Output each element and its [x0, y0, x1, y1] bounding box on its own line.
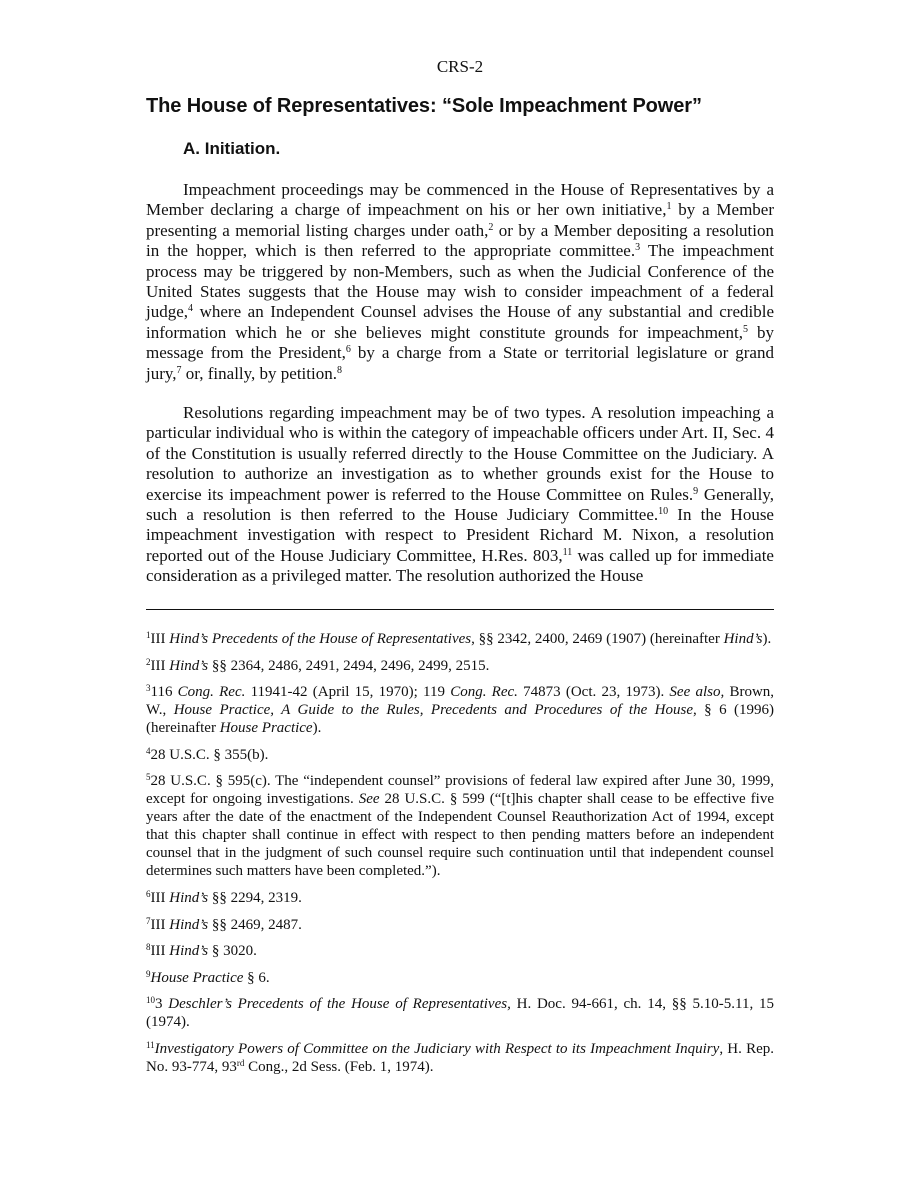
footnote-ref: 8	[336, 364, 342, 376]
footnote-8: $^8$III Hind’s § 3020.	[146, 942, 257, 960]
footnote-9: $^9$House Practice § 6.	[146, 968, 270, 986]
footnote-ref: 11	[562, 546, 573, 558]
footnote-ref: 5	[742, 323, 748, 335]
footnote-6: $^6$III Hind’s §§ 2294, 2319.	[146, 888, 302, 906]
footnotes	[146, 630, 774, 1085]
footnote-ref: 1	[666, 201, 672, 213]
footnote-ref: 6	[345, 344, 351, 356]
footnote-7: $^7$III Hind’s §§ 2469, 2487.	[146, 915, 302, 933]
footnote-ref: 7	[176, 364, 182, 376]
footnote-10: $^{10}$3 Deschler’s Precedents of the House of Representatives, H. Doc. 94-661, ch. 14, §§ 5.10-5.11, 15 (1974).	[146, 995, 775, 1031]
subsection-heading: A. Initiation.	[183, 139, 281, 158]
footnote-divider	[146, 609, 774, 610]
footnote-ref: 4	[188, 303, 194, 315]
footnote-ref: 2	[488, 221, 494, 233]
footnote-2: $^2$III Hind’s §§ 2364, 2486, 2491, 2494, 2496, 2499, 2515.	[146, 656, 490, 674]
footnote-1: $^1$III Hind’s Precedents of the House of Representatives, §§ 2342, 2400, 2469 (1907) (hereinafter Hind’s).	[146, 630, 772, 647]
footnote-5: $^5$28 U.S.C. § 595(c). The “independent counsel” provisions of federal law expired after June 30, 1999, except for ongoing investigations. See 28 U.S.C. § 599 (“[t]his chapter shall cease to be effective five years after the date of the enactment of the Independent Counsel Reauthorization Act of 1994, except that this chapter shall continue in effect with respect to then pending matters before an independent counsel that in the judgment of such counsel require such continuation until that independent counsel determines such matters have been completed.”).	[146, 772, 774, 880]
footnote-3: $^3$116 Cong. Rec. 11941-42 (April 15, 1970); 119 Cong. Rec. 74873 (Oct. 23, 1973). See also, Brown, W., House Practice, A Guide to the Rules, Precedents and Procedures of the House, § 6 (1996) (hereinafter House Practice).	[146, 683, 775, 737]
footnote-4: $^4$28 U.S.C. § 355(b).	[146, 745, 269, 763]
footnote-ref: 9	[693, 485, 699, 497]
section-title: The House of Representatives: “Sole Impeachment Power”	[146, 95, 702, 117]
page-number: CRS-2	[436, 57, 484, 76]
footnote-ref: 3	[635, 242, 641, 254]
body-paragraph-resolutions: Resolutions regarding impeachment may be of two types. A resolution impeaching a particular individual who is within the category of impeachable officers under Art. II, Sec. 4 of the Constitution is usually referred directly to the House Committee on the Judiciary. A resolution to authorize an investigation as to whether grounds exist for the House to exercise its impeachment power is referred to the House Committee on Rules.$^9$ Generally, such a resolution is then referred to the House Judiciary Committee.$^{10}$ In the House impeachment investigation with respect to President Richard M. Nixon, a resolution reported out of the House Judiciary Committee, H.Res. 803,11 was called up for immediate consideration as a privileged matter. The resolution authorized the House	[146, 403, 774, 586]
footnote-11: $^{11}$Investigatory Powers of Committee on the Judiciary with Respect to its Impeachment Inquiry, H. Rep. No. 93-774, 93rd Cong., 2d Sess. (Feb. 1, 1974).	[146, 1039, 774, 1075]
body-paragraph-initiation: Impeachment proceedings may be commenced in the House of Representatives by a Member declaring a charge of impeachment on his or her own initiative,$^1$ by a Member presenting a memorial listing charges under oath,$^2$ or by a Member depositing a resolution in the hopper, which is then referred to the appropriate committee.$^3$ The impeachment process may be triggered by non-Members, such as when the Judicial Conference of the United States suggests that the House may wish to consider impeachment of a federal judge,$^4$ where an Independent Counsel advises the House of any substantial and credible information which he or she believes might constitute grounds for impeachment,$^5$ by message from the President,$^6$ by a charge from a State or territorial legislature or grand jury,$^7$ or, finally, by petition.$^8$	[146, 180, 774, 383]
footnote-ref: 10	[658, 506, 669, 518]
